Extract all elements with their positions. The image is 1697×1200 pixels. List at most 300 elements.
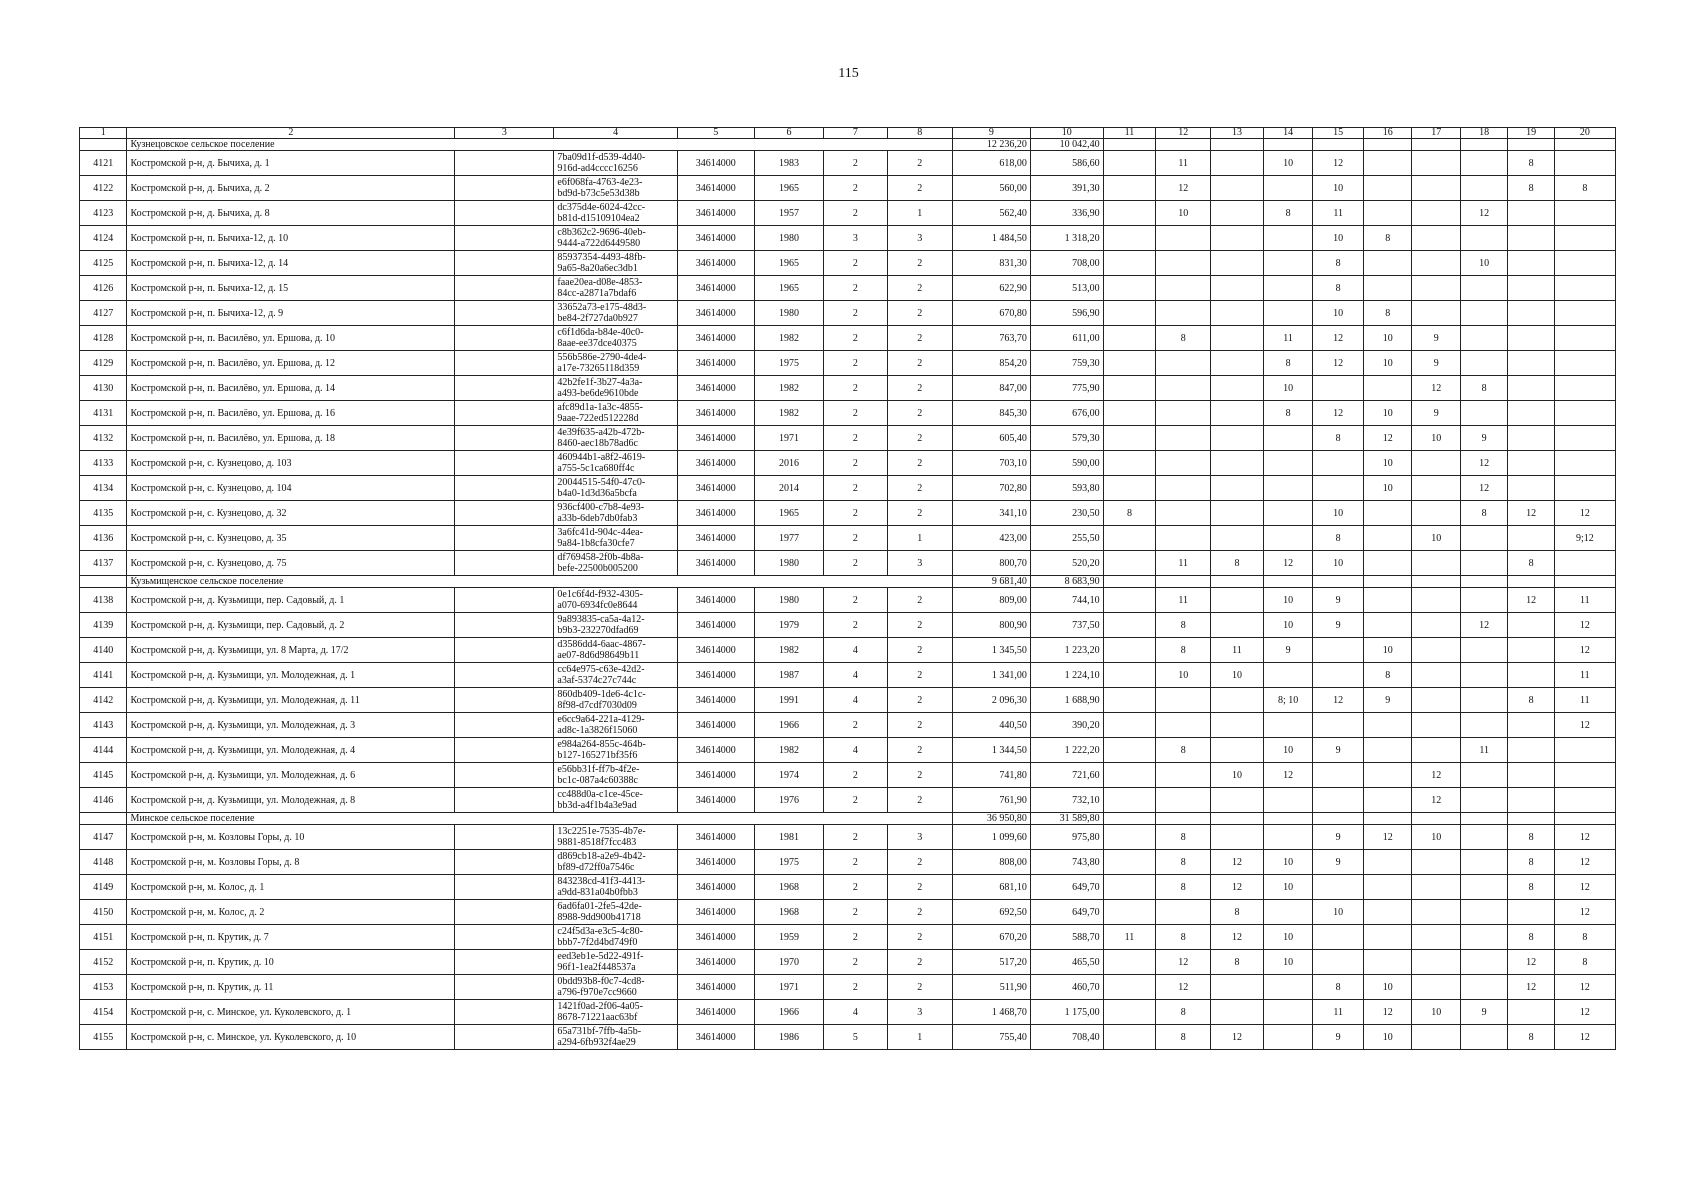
entrances-count: 2 (887, 376, 952, 401)
house-guid-line-2: 8f98-d7cdf7030d09 (557, 700, 637, 711)
house-guid (554, 638, 677, 663)
work-year-cell: 9;12 (1554, 526, 1615, 551)
residential-area: 336,90 (1030, 201, 1103, 226)
house-guid-line-1: 1421f0ad-2f06-4a05- (557, 1001, 643, 1012)
address: Костромской р-н, д. Кузьмищи, ул. 8 Марта, д. 17/2 (127, 638, 455, 663)
work-year-cell: 10 (1211, 763, 1264, 788)
oktmo-code: 34614000 (677, 176, 754, 201)
work-year-cell: 10 (1313, 551, 1364, 576)
house-guid-line-1: 3a6fc41d-904c-44ea- (557, 527, 643, 538)
work-year-cell: 8 (1554, 950, 1615, 975)
house-guid-line-1: e6cc9a64-221a-4129- (557, 714, 645, 725)
address: Костромской р-н, м. Колос, д. 2 (127, 900, 455, 925)
work-year-cell (1313, 638, 1364, 663)
oktmo-code: 34614000 (677, 1000, 754, 1025)
work-year-cell (1103, 376, 1156, 401)
work-year-cell (1263, 663, 1313, 688)
house-guid-line-2: bbb7-7f2d4bd749f0 (557, 937, 638, 948)
work-year-cell (1156, 688, 1211, 713)
work-year-cell (1103, 201, 1156, 226)
work-year-cell: 12 (1313, 401, 1364, 426)
table-row (80, 713, 1616, 738)
work-year-cell (1554, 476, 1615, 501)
work-year-cell (1460, 663, 1507, 688)
entrances-count: 2 (887, 326, 952, 351)
section-row (80, 576, 1616, 588)
work-year-cell (1211, 825, 1264, 850)
table-row (80, 825, 1616, 850)
column-number: 20 (1554, 128, 1615, 139)
build-year: 1971 (754, 426, 824, 451)
entrances-count: 2 (887, 763, 952, 788)
column-number: 11 (1103, 128, 1156, 139)
section-title: Кузнецовское сельское поселение (127, 139, 952, 151)
floors-count: 2 (824, 326, 887, 351)
work-year-cell (1460, 351, 1507, 376)
build-year: 1966 (754, 713, 824, 738)
house-guid (554, 301, 677, 326)
work-year-cell: 11 (1554, 588, 1615, 613)
address: Костромской р-н, с. Кузнецово, д. 32 (127, 501, 455, 526)
row-number: 4123 (80, 201, 127, 226)
residential-area: 743,80 (1030, 850, 1103, 875)
column-number: 3 (455, 128, 554, 139)
work-year-cell: 10 (1412, 825, 1460, 850)
work-year-cell: 10 (1263, 738, 1313, 763)
house-guid-line-1: cc488d0a-c1ce-45ce- (557, 789, 643, 800)
address: Костромской р-н, п. Василёво, ул. Ершова, д. 16 (127, 401, 455, 426)
row-number: 4139 (80, 613, 127, 638)
column-number: 13 (1211, 128, 1264, 139)
row-number: 4147 (80, 825, 127, 850)
work-year-cell: 12 (1363, 426, 1411, 451)
oktmo-code: 34614000 (677, 201, 754, 226)
section-title: Минское сельское поселение (127, 813, 952, 825)
work-year-cell: 12 (1508, 950, 1554, 975)
residential-area: 649,70 (1030, 900, 1103, 925)
house-guid (554, 251, 677, 276)
total-area: 423,00 (952, 526, 1030, 551)
work-year-cell: 8 (1554, 925, 1615, 950)
entrances-count: 2 (887, 476, 952, 501)
work-year-cell (1363, 850, 1411, 875)
work-year-cell: 8 (1363, 663, 1411, 688)
build-year: 1983 (754, 151, 824, 176)
work-year-cell (1412, 201, 1460, 226)
work-year-cell: 10 (1363, 451, 1411, 476)
oktmo-code: 34614000 (677, 401, 754, 426)
work-year-cell: 11 (1554, 688, 1615, 713)
build-year: 1975 (754, 351, 824, 376)
work-year-cell (1211, 401, 1264, 426)
work-year-cell (1211, 151, 1264, 176)
floors-count: 4 (824, 1000, 887, 1025)
total-area: 1 099,60 (952, 825, 1030, 850)
work-year-cell (1412, 276, 1460, 301)
work-year-cell (1412, 551, 1460, 576)
work-year-cell: 12 (1263, 763, 1313, 788)
oktmo-code: 34614000 (677, 476, 754, 501)
house-guid-line-1: 843238cd-41f3-4413- (557, 876, 646, 887)
total-area: 854,20 (952, 351, 1030, 376)
work-year-cell (1554, 376, 1615, 401)
work-year-cell: 10 (1313, 301, 1364, 326)
house-guid-line-2: bc1c-087a4c60388c (557, 775, 638, 786)
row-number: 4138 (80, 588, 127, 613)
work-year-cell (1263, 226, 1313, 251)
house-guid-line-1: e6f068fa-4763-4e23- (557, 177, 643, 188)
work-year-cell: 12 (1313, 326, 1364, 351)
work-year-cell (1412, 663, 1460, 688)
work-year-cell: 8 (1313, 426, 1364, 451)
work-year-cell (1554, 326, 1615, 351)
work-year-cell: 8 (1103, 501, 1156, 526)
house-guid-line-2: a17e-73265118d359 (557, 363, 640, 374)
work-year-cell (1460, 401, 1507, 426)
column-number: 14 (1263, 128, 1313, 139)
work-year-cell: 10 (1313, 900, 1364, 925)
row-number: 4145 (80, 763, 127, 788)
section-title: Кузьмищенское сельское поселение (127, 576, 952, 588)
house-guid-line-2: a493-be6de9610bde (557, 388, 639, 399)
work-year-cell (1412, 251, 1460, 276)
row-number: 4146 (80, 788, 127, 813)
work-year-cell (1156, 451, 1211, 476)
work-year-cell (1363, 763, 1411, 788)
work-year-cell (1103, 1025, 1156, 1050)
house-guid (554, 501, 677, 526)
build-year: 1980 (754, 226, 824, 251)
work-year-cell: 11 (1263, 326, 1313, 351)
house-guid (554, 176, 677, 201)
house-guid (554, 376, 677, 401)
work-year-cell: 9 (1412, 401, 1460, 426)
table-row (80, 788, 1616, 813)
address: Костромской р-н, с. Минское, ул. Куколевского, д. 10 (127, 1025, 455, 1050)
work-year-cell (1412, 875, 1460, 900)
work-year-cell: 8 (1263, 351, 1313, 376)
work-year-cell: 10 (1460, 251, 1507, 276)
work-year-cell: 11 (1554, 663, 1615, 688)
work-year-cell (1363, 251, 1411, 276)
work-year-cell (1103, 950, 1156, 975)
work-year-cell: 12 (1211, 1025, 1264, 1050)
work-year-cell (1412, 713, 1460, 738)
address: Костромской р-н, м. Колос, д. 1 (127, 875, 455, 900)
entrances-count: 2 (887, 975, 952, 1000)
work-year-cell (1103, 251, 1156, 276)
column-number: 17 (1412, 128, 1460, 139)
work-year-cell (1263, 501, 1313, 526)
work-year-cell (1554, 226, 1615, 251)
work-year-cell (1313, 376, 1364, 401)
residential-area: 390,20 (1030, 713, 1103, 738)
work-year-cell: 12 (1313, 151, 1364, 176)
address: Костромской р-н, д. Кузьмищи, ул. Молодежная, д. 1 (127, 663, 455, 688)
address: Костромской р-н, д. Бычиха, д. 8 (127, 201, 455, 226)
section-area-total: 12 236,20 (952, 139, 1030, 151)
work-year-cell (1156, 900, 1211, 925)
house-guid-line-2: b81d-d15109104ea2 (557, 213, 640, 224)
oktmo-code: 34614000 (677, 376, 754, 401)
work-year-cell (1554, 301, 1615, 326)
work-year-cell (1460, 276, 1507, 301)
address: Костромской р-н, д. Кузьмищи, ул. Молодежная, д. 3 (127, 713, 455, 738)
work-year-cell (1460, 638, 1507, 663)
work-year-cell (1363, 176, 1411, 201)
table-row (80, 688, 1616, 713)
house-guid-line-2: ae07-8d6d98649b11 (557, 650, 640, 661)
page-number: 115 (838, 66, 859, 81)
work-year-cell: 8 (1508, 551, 1554, 576)
row-number: 4130 (80, 376, 127, 401)
residential-area: 1 688,90 (1030, 688, 1103, 713)
house-guid-line-2: 9a84-1b8cfa30cfe7 (557, 538, 635, 549)
oktmo-code: 34614000 (677, 426, 754, 451)
work-year-cell (1508, 526, 1554, 551)
build-year: 1957 (754, 201, 824, 226)
build-year: 1986 (754, 1025, 824, 1050)
oktmo-code: 34614000 (677, 588, 754, 613)
work-year-cell: 8 (1156, 925, 1211, 950)
work-year-cell: 9 (1460, 426, 1507, 451)
house-guid-line-1: dc375d4e-6024-42cc- (557, 202, 646, 213)
address: Костромской р-н, п. Крутик, д. 10 (127, 950, 455, 975)
row-number: 4143 (80, 713, 127, 738)
work-year-cell (1460, 326, 1507, 351)
work-year-cell: 10 (1156, 201, 1211, 226)
column-number: 1 (80, 128, 127, 139)
residential-area: 1 224,10 (1030, 663, 1103, 688)
work-year-cell (1363, 738, 1411, 763)
build-year: 1965 (754, 251, 824, 276)
house-guid-line-1: 936cf400-c7b8-4e93- (557, 502, 645, 513)
total-area: 831,30 (952, 251, 1030, 276)
work-year-cell (1508, 376, 1554, 401)
work-year-cell: 11 (1156, 551, 1211, 576)
floors-count: 2 (824, 950, 887, 975)
work-year-cell: 10 (1263, 950, 1313, 975)
floors-count: 2 (824, 588, 887, 613)
address: Костромской р-н, п. Крутик, д. 7 (127, 925, 455, 950)
work-year-cell (1460, 588, 1507, 613)
residential-area: 1 223,20 (1030, 638, 1103, 663)
residential-area: 611,00 (1030, 326, 1103, 351)
section-area-total: 9 681,40 (952, 576, 1030, 588)
work-year-cell (1508, 226, 1554, 251)
work-year-cell: 12 (1412, 376, 1460, 401)
table-row (80, 226, 1616, 251)
total-area: 681,10 (952, 875, 1030, 900)
work-year-cell: 10 (1263, 925, 1313, 950)
work-year-cell: 8 (1508, 151, 1554, 176)
work-year-cell (1554, 201, 1615, 226)
address: Костромской р-н, д. Кузьмищи, ул. Молодежная, д. 6 (127, 763, 455, 788)
build-year: 1965 (754, 501, 824, 526)
work-year-cell: 12 (1156, 950, 1211, 975)
build-year: 1982 (754, 326, 824, 351)
work-year-cell: 12 (1460, 613, 1507, 638)
entrances-count: 2 (887, 176, 952, 201)
oktmo-code: 34614000 (677, 975, 754, 1000)
floors-count: 4 (824, 738, 887, 763)
residential-area: 465,50 (1030, 950, 1103, 975)
total-area: 703,10 (952, 451, 1030, 476)
house-guid-line-2: bb3d-a4f1b4a3e9ad (557, 800, 637, 811)
build-year: 1977 (754, 526, 824, 551)
column-number: 8 (887, 128, 952, 139)
build-year: 1982 (754, 376, 824, 401)
house-guid (554, 1025, 677, 1050)
build-year: 2016 (754, 451, 824, 476)
floors-count: 2 (824, 501, 887, 526)
work-year-cell (1508, 738, 1554, 763)
work-year-cell: 8 (1156, 825, 1211, 850)
house-guid-line-2: a796-f970e7cc9660 (557, 987, 637, 998)
entrances-count: 2 (887, 151, 952, 176)
work-year-cell (1412, 501, 1460, 526)
work-year-cell: 12 (1211, 875, 1264, 900)
residential-area: 721,60 (1030, 763, 1103, 788)
house-guid (554, 825, 677, 850)
work-year-cell: 12 (1211, 850, 1264, 875)
work-year-cell (1508, 613, 1554, 638)
table-row (80, 376, 1616, 401)
house-guid (554, 551, 677, 576)
work-year-cell (1363, 713, 1411, 738)
table-row (80, 763, 1616, 788)
work-year-cell (1156, 476, 1211, 501)
floors-count: 2 (824, 713, 887, 738)
work-year-cell: 8 (1363, 226, 1411, 251)
work-year-cell (1103, 326, 1156, 351)
work-year-cell: 10 (1363, 476, 1411, 501)
work-year-cell: 9 (1263, 638, 1313, 663)
build-year: 1982 (754, 638, 824, 663)
house-guid-line-2: a755-5c1ca680ff4c (557, 463, 635, 474)
work-year-cell (1363, 950, 1411, 975)
oktmo-code: 34614000 (677, 688, 754, 713)
house-guid-line-2: 9881-8518f7fcc483 (557, 837, 637, 848)
address: Костромской р-н, п. Василёво, ул. Ершова, д. 10 (127, 326, 455, 351)
house-guid (554, 151, 677, 176)
house-guid-line-2: befe-22500b005200 (557, 563, 638, 574)
house-guid (554, 326, 677, 351)
residential-area: 649,70 (1030, 875, 1103, 900)
row-number: 4137 (80, 551, 127, 576)
house-guid-line-2: bd9d-b73c5e53d38b (557, 188, 640, 199)
work-year-cell: 8 (1508, 176, 1554, 201)
entrances-count: 2 (887, 900, 952, 925)
house-guid-line-1: 42b2fe1f-3b27-4a3a- (557, 377, 643, 388)
work-year-cell (1508, 763, 1554, 788)
address: Костромской р-н, п. Бычиха-12, д. 15 (127, 276, 455, 301)
work-year-cell (1412, 975, 1460, 1000)
work-year-cell (1103, 476, 1156, 501)
residential-area: 513,00 (1030, 276, 1103, 301)
table-row (80, 301, 1616, 326)
house-guid (554, 763, 677, 788)
house-guid (554, 713, 677, 738)
section-row (80, 813, 1616, 825)
floors-count: 5 (824, 1025, 887, 1050)
section-residential-total: 8 683,90 (1030, 576, 1103, 588)
work-year-cell (1412, 301, 1460, 326)
work-year-cell: 12 (1363, 1000, 1411, 1025)
floors-count: 2 (824, 176, 887, 201)
table-row (80, 975, 1616, 1000)
house-guid-line-2: 9444-a722d6449580 (557, 238, 641, 249)
build-year: 1980 (754, 551, 824, 576)
housing-register-table (79, 127, 1616, 1050)
total-area: 755,40 (952, 1025, 1030, 1050)
oktmo-code: 34614000 (677, 351, 754, 376)
address: Костромской р-н, д. Кузьмищи, ул. Молодежная, д. 8 (127, 788, 455, 813)
total-area: 1 345,50 (952, 638, 1030, 663)
work-year-cell: 10 (1263, 875, 1313, 900)
work-year-cell (1460, 301, 1507, 326)
work-year-cell (1263, 176, 1313, 201)
table-row (80, 176, 1616, 201)
work-year-cell: 8 (1508, 925, 1554, 950)
house-guid-line-1: c24f5d3a-e3c5-4c80- (557, 926, 643, 937)
house-guid (554, 476, 677, 501)
work-year-cell (1211, 476, 1264, 501)
work-year-cell: 9 (1412, 351, 1460, 376)
table-row (80, 476, 1616, 501)
oktmo-code: 34614000 (677, 151, 754, 176)
work-year-cell (1211, 201, 1264, 226)
work-year-cell: 10 (1363, 975, 1411, 1000)
work-year-cell (1156, 301, 1211, 326)
work-year-cell: 11 (1313, 1000, 1364, 1025)
house-guid-line-2: 84cc-a2871a7bdaf6 (557, 288, 637, 299)
floors-count: 2 (824, 301, 887, 326)
work-year-cell: 10 (1363, 401, 1411, 426)
work-year-cell (1211, 426, 1264, 451)
table-row (80, 663, 1616, 688)
work-year-cell: 12 (1460, 451, 1507, 476)
work-year-cell (1211, 276, 1264, 301)
residential-area: 520,20 (1030, 551, 1103, 576)
work-year-cell (1412, 226, 1460, 251)
house-guid-line-2: b9b3-232270dfad69 (557, 625, 639, 636)
work-year-cell (1103, 276, 1156, 301)
work-year-cell (1211, 688, 1264, 713)
build-year: 1966 (754, 1000, 824, 1025)
house-guid-line-2: b127-165271bf35f6 (557, 750, 638, 761)
work-year-cell: 12 (1156, 176, 1211, 201)
floors-count: 2 (824, 551, 887, 576)
total-area: 622,90 (952, 276, 1030, 301)
total-area: 618,00 (952, 151, 1030, 176)
work-year-cell: 10 (1363, 1025, 1411, 1050)
work-year-cell (1263, 788, 1313, 813)
row-number: 4136 (80, 526, 127, 551)
work-year-cell: 12 (1508, 588, 1554, 613)
work-year-cell: 8 (1313, 251, 1364, 276)
oktmo-code: 34614000 (677, 788, 754, 813)
row-number: 4140 (80, 638, 127, 663)
work-year-cell (1460, 925, 1507, 950)
work-year-cell: 11 (1313, 201, 1364, 226)
work-year-cell (1460, 226, 1507, 251)
work-year-cell: 8 (1460, 376, 1507, 401)
work-year-cell (1156, 401, 1211, 426)
house-guid-line-2: 8aae-ee37dce40375 (557, 338, 637, 349)
work-year-cell (1554, 451, 1615, 476)
total-area: 517,20 (952, 950, 1030, 975)
